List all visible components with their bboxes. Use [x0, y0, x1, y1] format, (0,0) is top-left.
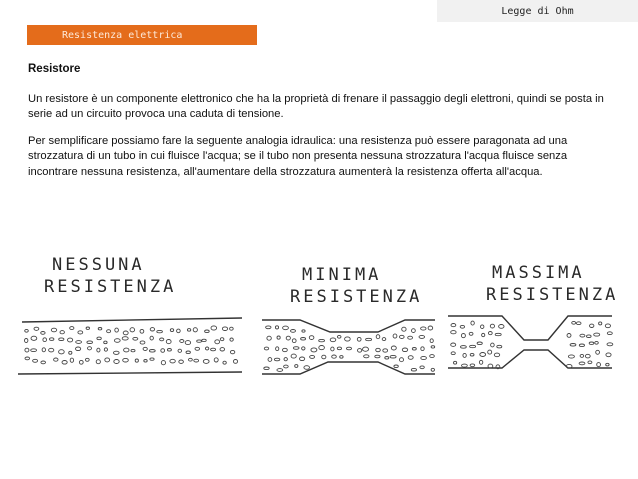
water-particle	[178, 349, 182, 352]
water-particle	[33, 359, 38, 362]
water-particle	[340, 356, 343, 359]
water-particle	[579, 362, 585, 365]
water-particle	[477, 342, 482, 345]
water-particle	[123, 331, 128, 335]
water-particle	[292, 339, 296, 343]
water-particle	[189, 358, 193, 361]
water-particle	[488, 350, 492, 354]
water-particle	[284, 358, 287, 361]
water-particle	[79, 360, 83, 364]
water-particle	[590, 324, 594, 327]
water-particle	[494, 353, 499, 357]
water-particle	[41, 361, 46, 364]
water-particle	[51, 328, 56, 332]
water-particle	[411, 368, 416, 371]
water-particle	[363, 347, 369, 351]
paragraph-definition: Un resistore è un componente elettronico che ha la proprietà di frenare il passaggio degli elettroni, quindi se posta in serie ad un circuito provoca una caduta di tensione.	[28, 92, 604, 120]
water-particle	[88, 347, 92, 350]
water-particle	[76, 341, 82, 344]
water-particle	[185, 341, 190, 345]
water-particle	[140, 329, 144, 333]
water-particle	[295, 365, 298, 368]
water-particle	[268, 358, 272, 362]
water-particle	[166, 340, 171, 344]
water-particle	[382, 338, 386, 341]
water-particle	[451, 331, 456, 334]
water-particle	[25, 339, 28, 343]
water-particle	[124, 348, 129, 352]
water-particle	[266, 326, 271, 329]
water-particle	[291, 354, 296, 358]
water-particle	[606, 363, 609, 366]
water-particle	[568, 355, 574, 358]
water-particle	[70, 327, 74, 330]
water-particle	[214, 358, 218, 362]
water-particle	[186, 351, 190, 354]
water-particle	[283, 348, 288, 351]
water-particle	[149, 350, 155, 353]
water-particle	[454, 361, 457, 364]
water-particle	[421, 356, 427, 359]
section-tab	[27, 25, 257, 45]
label-minima: MINIMA	[302, 265, 382, 285]
water-particle	[223, 361, 226, 364]
water-particle	[179, 360, 184, 363]
water-particle	[347, 347, 352, 350]
water-particle	[143, 347, 147, 350]
water-particle	[96, 360, 100, 364]
water-particle	[193, 328, 197, 332]
water-particle	[482, 333, 485, 336]
water-particle	[408, 356, 413, 360]
pipe-no-restriction	[18, 318, 242, 374]
water-particle	[302, 330, 305, 332]
water-particle	[211, 348, 216, 351]
water-particle	[31, 336, 37, 340]
water-particle	[264, 367, 269, 370]
water-particle	[309, 336, 314, 340]
water-particle	[431, 368, 434, 371]
water-particle	[488, 332, 492, 335]
water-particle	[180, 340, 184, 343]
water-particle	[60, 331, 64, 334]
water-particle	[402, 327, 406, 331]
water-particle	[499, 325, 504, 329]
water-particle	[300, 357, 305, 361]
water-particle	[366, 338, 372, 340]
water-particle	[596, 350, 600, 354]
water-particle	[59, 350, 65, 354]
water-particle	[133, 337, 138, 340]
water-particle	[428, 326, 433, 330]
water-particle	[470, 364, 475, 367]
water-particle	[421, 327, 426, 330]
water-particle	[150, 336, 153, 340]
water-particle	[277, 336, 280, 339]
main-content	[28, 62, 608, 191]
water-particle	[394, 365, 398, 368]
water-particle	[471, 321, 474, 325]
water-particle	[203, 359, 209, 363]
water-particle	[461, 346, 467, 349]
water-particle	[50, 338, 54, 341]
water-particle	[337, 335, 341, 338]
water-particle	[376, 335, 380, 339]
water-particle	[491, 343, 495, 347]
pipe-analogy-illustration	[0, 240, 638, 400]
water-particle	[461, 334, 465, 338]
water-particle	[222, 327, 227, 331]
water-particle	[274, 358, 279, 361]
water-particle	[85, 358, 89, 361]
water-particle	[430, 339, 433, 343]
water-particle	[31, 349, 37, 352]
water-particle	[481, 325, 484, 329]
water-particle	[98, 328, 102, 330]
water-particle	[304, 366, 310, 370]
water-particle	[322, 355, 326, 359]
water-particle	[25, 348, 29, 352]
water-particle	[375, 355, 380, 358]
water-particle	[364, 355, 369, 358]
water-particle	[431, 346, 435, 348]
water-particle	[275, 326, 278, 329]
pipe-minimal-restriction	[262, 320, 435, 374]
water-particle	[311, 348, 317, 352]
water-particle	[195, 347, 200, 350]
water-particle	[421, 347, 424, 351]
water-particle	[107, 330, 111, 333]
water-particle	[580, 334, 585, 337]
water-particle	[385, 357, 389, 360]
water-particle	[451, 352, 455, 355]
water-particle	[470, 353, 474, 356]
water-particle	[490, 324, 494, 328]
water-particle	[480, 353, 486, 357]
water-particle	[160, 338, 164, 341]
water-particle	[194, 359, 199, 362]
water-particle	[420, 366, 424, 369]
pipe-maximal-restriction	[448, 316, 613, 369]
water-particle	[78, 331, 83, 334]
water-particle	[25, 329, 29, 332]
water-particle	[337, 347, 341, 350]
water-particle	[463, 353, 466, 357]
water-particle	[144, 360, 147, 363]
water-particle	[211, 326, 217, 330]
water-particle	[104, 348, 107, 351]
water-particle	[202, 339, 206, 341]
water-particle	[607, 332, 612, 335]
water-particle	[605, 324, 610, 328]
water-particle	[140, 341, 145, 344]
water-particle	[276, 347, 279, 351]
water-particle	[59, 338, 64, 341]
water-particle	[606, 353, 611, 357]
water-particle	[462, 364, 468, 367]
water-particle	[390, 355, 396, 358]
water-particle	[230, 338, 233, 341]
water-particle	[376, 348, 381, 351]
water-particle	[122, 337, 128, 340]
water-particle	[319, 339, 325, 341]
water-particle	[383, 349, 388, 352]
water-particle	[585, 354, 590, 358]
water-particle	[293, 347, 299, 350]
water-particle	[607, 343, 613, 346]
water-particle	[41, 332, 45, 335]
water-particle	[150, 328, 154, 331]
water-particle	[25, 357, 30, 360]
water-particle	[570, 344, 576, 347]
water-particle	[580, 354, 584, 357]
water-particle	[358, 349, 362, 353]
water-particle	[167, 349, 171, 352]
water-particle	[330, 338, 336, 342]
water-particle	[595, 341, 599, 344]
water-particle	[267, 336, 271, 340]
water-particle	[54, 358, 58, 361]
water-particle	[105, 358, 110, 362]
water-particle	[131, 349, 135, 351]
water-particle	[69, 351, 72, 354]
water-particle	[286, 336, 290, 340]
water-particle	[412, 329, 416, 333]
water-particle	[68, 338, 73, 342]
water-particle	[579, 344, 584, 347]
water-particle	[161, 361, 165, 365]
water-particle	[86, 327, 89, 329]
water-particle	[277, 369, 283, 372]
water-particle	[319, 346, 325, 350]
water-particle	[599, 322, 602, 325]
water-particle	[197, 340, 202, 342]
water-particle	[567, 334, 571, 338]
slide-title-bar	[437, 0, 638, 22]
water-particle	[49, 348, 54, 352]
water-particle	[283, 326, 289, 330]
water-particle	[187, 329, 190, 332]
water-particle	[177, 329, 181, 333]
water-particle	[587, 335, 592, 338]
water-particle	[170, 359, 175, 363]
content-heading: Resistore	[28, 63, 81, 75]
water-particle	[419, 335, 425, 338]
water-particle	[43, 338, 47, 342]
water-particle	[42, 348, 45, 352]
water-particle	[170, 329, 173, 332]
label-resistenza-2: RESISTENZA	[290, 287, 423, 307]
water-particle	[220, 348, 225, 351]
water-particle	[150, 358, 154, 360]
water-particle	[469, 332, 473, 335]
water-particle	[412, 348, 416, 351]
water-particle	[572, 321, 576, 324]
water-particle	[470, 345, 476, 347]
water-particle	[135, 359, 138, 362]
water-particle	[402, 348, 407, 352]
water-particle	[205, 330, 210, 333]
water-particle	[34, 327, 39, 330]
water-particle	[205, 347, 208, 350]
water-particle	[576, 322, 581, 325]
water-particle	[97, 348, 100, 352]
water-particle	[302, 347, 305, 350]
water-particle	[123, 358, 129, 362]
label-massima: MASSIMA	[492, 263, 585, 283]
water-particle	[130, 328, 135, 332]
water-particle	[220, 338, 224, 341]
water-particle	[104, 341, 107, 344]
water-particle	[157, 330, 163, 332]
water-particle	[97, 337, 101, 340]
water-particle	[76, 347, 81, 351]
water-particle	[230, 350, 234, 353]
water-particle	[233, 360, 237, 364]
water-particle	[597, 363, 601, 367]
water-particle	[391, 346, 396, 350]
label-resistenza-3: RESISTENZA	[486, 285, 619, 305]
water-particle	[400, 335, 405, 338]
water-particle	[479, 360, 482, 364]
water-particle	[114, 351, 120, 354]
label-resistenza-1: RESISTENZA	[44, 277, 177, 297]
water-particle	[291, 330, 296, 333]
water-particle	[408, 336, 413, 339]
water-particle	[345, 337, 351, 341]
water-particle	[451, 324, 456, 327]
water-particle	[451, 343, 456, 346]
water-particle	[357, 337, 361, 341]
water-particle	[594, 333, 600, 336]
water-particle	[161, 349, 165, 353]
water-particle	[310, 355, 315, 358]
water-particle	[332, 355, 337, 358]
water-particle	[589, 342, 594, 344]
water-particle	[588, 361, 592, 364]
water-particle	[70, 358, 73, 362]
water-particle	[230, 327, 234, 330]
water-particle	[430, 355, 435, 358]
water-particle	[215, 340, 220, 344]
water-particle	[301, 338, 306, 341]
water-particle	[497, 345, 502, 348]
water-particle	[87, 341, 93, 344]
water-particle	[331, 347, 334, 351]
water-particle	[264, 347, 268, 350]
water-particle	[114, 360, 119, 364]
pipe-sketch	[0, 240, 638, 400]
paragraph-analogy: Per semplificare possiamo fare la seguente analogia idraulica: una resistenza può essere paragonata ad una strozzatura di un tubo in cui fluisce l'acqua; se il tubo non presenta nessuna strozzatura l'acqua fluisce senza incontrare nessuna resistenza, all'aumentare della strozzatura aumenterà la resistenza offerta all'acqua.	[28, 134, 568, 178]
slide-title: Legge di Ohm	[501, 5, 574, 17]
water-particle	[495, 333, 501, 335]
water-particle	[62, 361, 67, 365]
section-label: Resistenza elettrica	[62, 29, 183, 41]
water-particle	[460, 325, 464, 328]
label-nessuna: NESSUNA	[52, 255, 145, 275]
water-particle	[284, 365, 289, 368]
water-particle	[115, 328, 119, 332]
water-particle	[393, 334, 397, 338]
water-particle	[114, 339, 120, 343]
water-particle	[400, 358, 404, 362]
